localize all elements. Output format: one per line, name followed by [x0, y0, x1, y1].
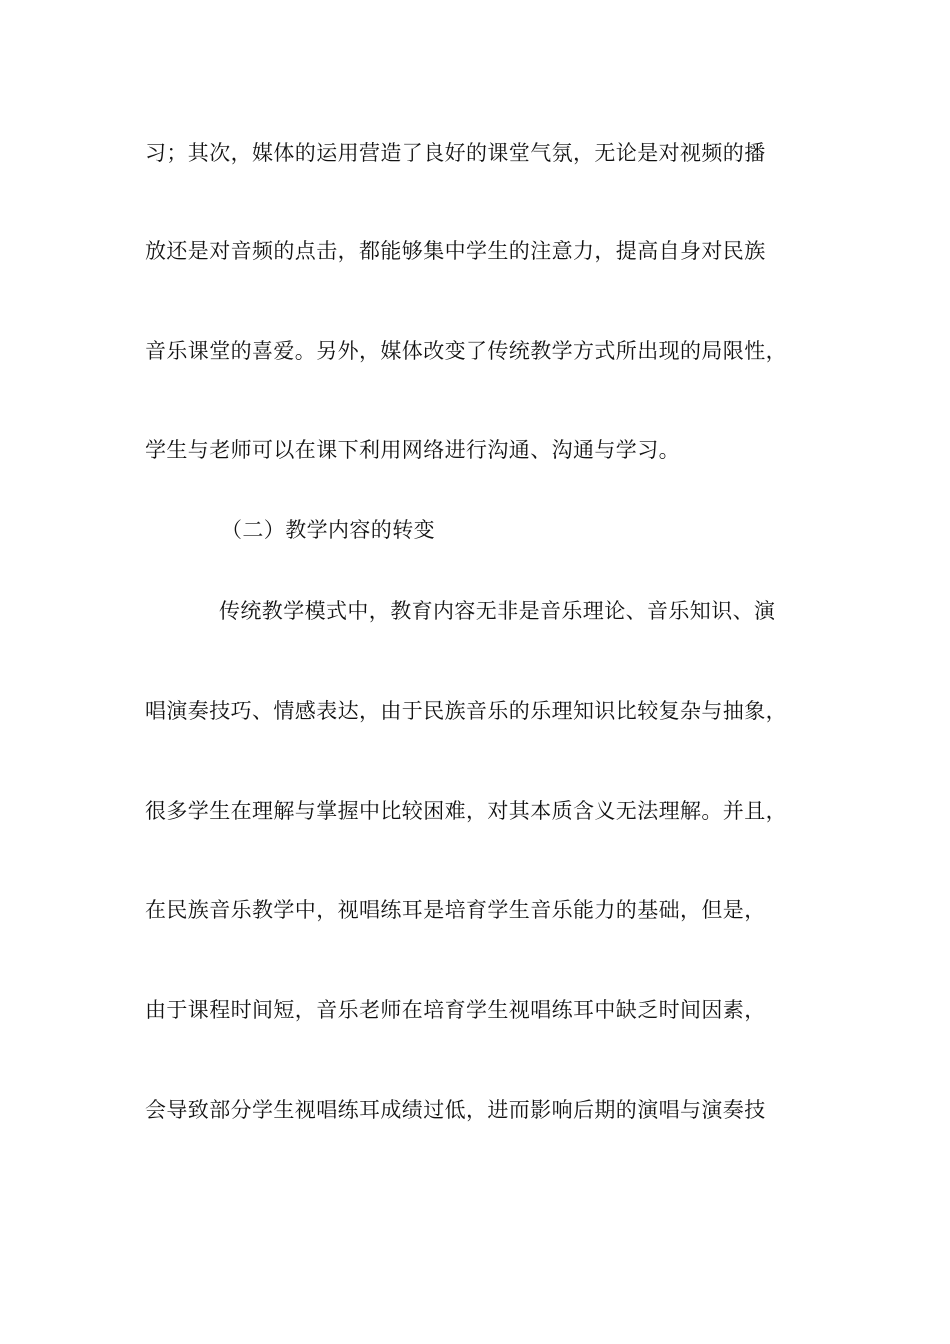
paragraph-line: 传统教学模式中，教育内容无非是音乐理论、音乐知识、演	[219, 599, 776, 623]
paragraph-line: 音乐课堂的喜爱。另外，媒体改变了传统教学方式所出现的局限性，	[145, 339, 787, 363]
paragraph-line: 学生与老师可以在课下利用网络进行沟通、沟通与学习。	[145, 438, 680, 462]
paragraph-line: 习；其次，媒体的运用营造了良好的课堂气氛，无论是对视频的播	[145, 141, 766, 165]
paragraph-line: 在民族音乐教学中，视唱练耳是培育学生音乐能力的基础，但是，	[145, 898, 766, 922]
paragraph-line: 会导致部分学生视唱练耳成绩过低，进而影响后期的演唱与演奏技	[145, 1098, 766, 1122]
section-heading: （二）教学内容的转变	[221, 518, 435, 542]
paragraph-line: 唱演奏技巧、情感表达，由于民族音乐的乐理知识比较复杂与抽象，	[145, 699, 787, 723]
paragraph-line: 由于课程时间短，音乐老师在培育学生视唱练耳中缺乏时间因素，	[145, 998, 766, 1022]
paragraph-line: 放还是对音频的点击，都能够集中学生的注意力，提高自身对民族	[145, 239, 766, 263]
paragraph-line: 很多学生在理解与掌握中比较困难，对其本质含义无法理解。并且，	[145, 799, 787, 823]
